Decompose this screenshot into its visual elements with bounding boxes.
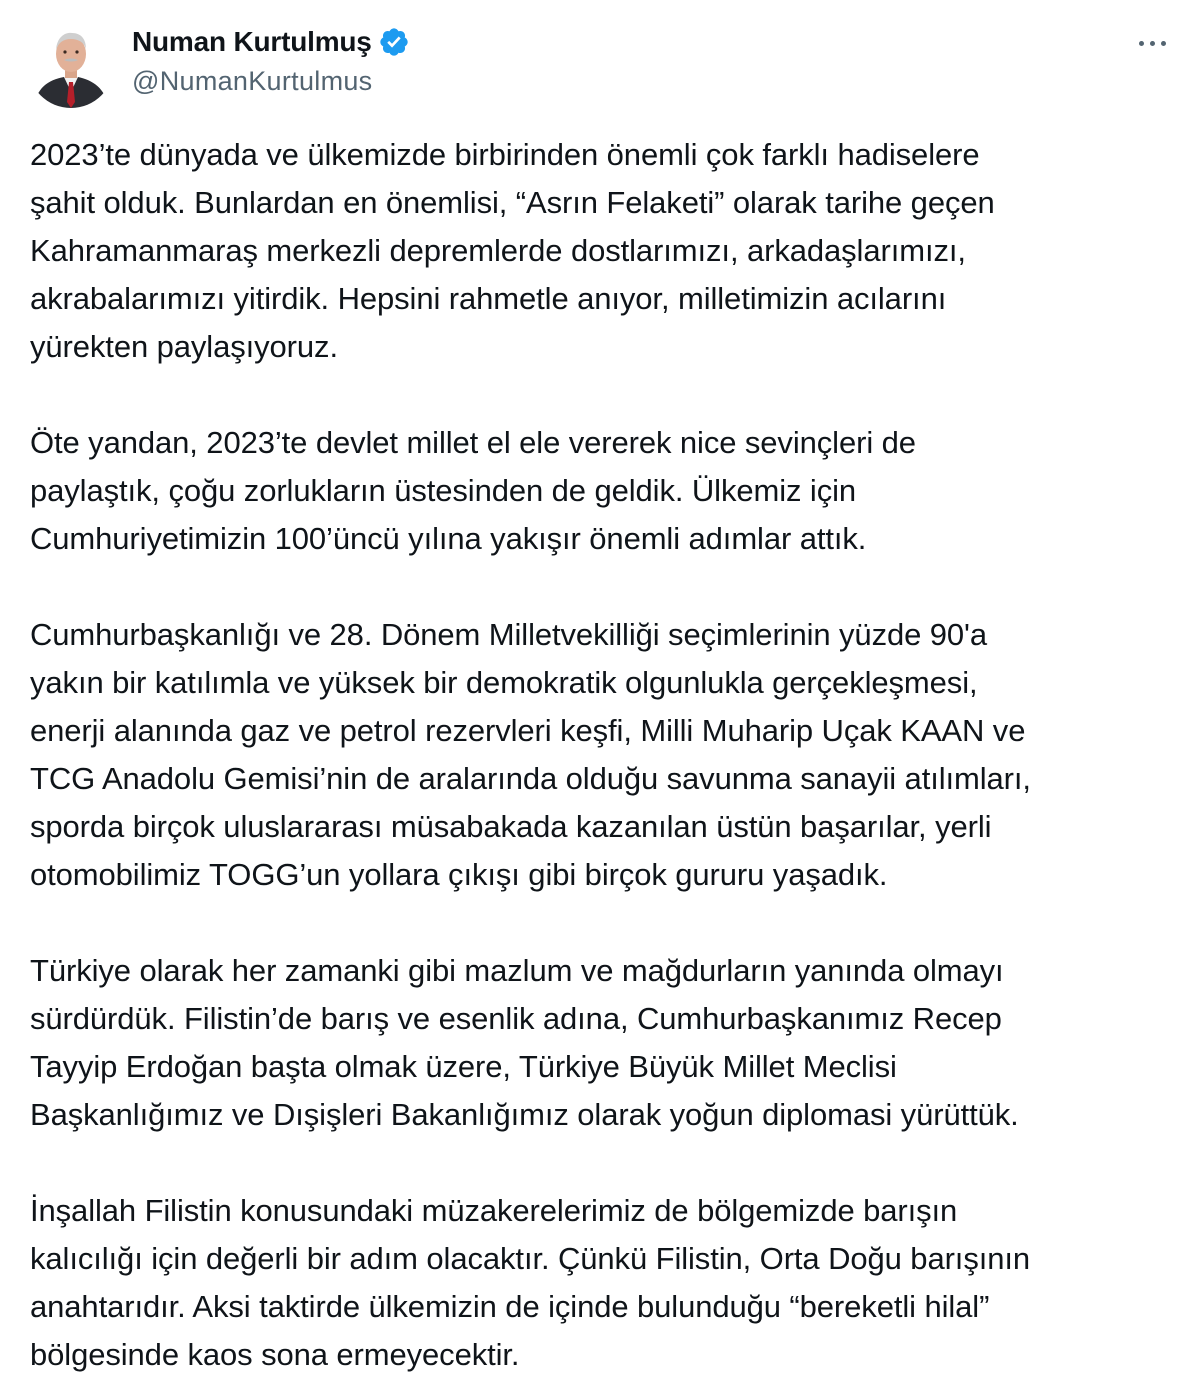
user-handle[interactable]: @NumanKurtulmus — [132, 66, 373, 96]
avatar[interactable] — [28, 22, 114, 108]
tweet-paragraph: Cumhurbaşkanlığı ve 28. Dönem Milletvekilliği seçimlerinin yüzde 90'a yakın bir katılımla ve yüksek bir demokratik olgunlukla gerçekleşmesi, enerji alanında gaz ve petrol rezervleri keşfi, Milli Muharip Uçak KAAN ve TCG Anadolu Gemisi’nin de aralarında olduğu savunma sanayii atılımları, sporda birçok uluslararası müsabakada kazanılan üstün başarılar, yerli otomobilimiz TOGG’un yollara çıkışı gibi birçok gururu yaşadık. — [30, 617, 1031, 892]
tweet-paragraph: İnşallah Filistin konusundaki müzakerelerimiz de bölgemizde barışın kalıcılığı için değerli bir adım olacaktır. Çünkü Filistin, Orta Doğu barışının anahtarıdır. Aksi taktirde ülkemizin de içinde bulunduğu “bereketli hilal” bölgesinde kaos sona ermeyecektir. — [30, 1193, 1031, 1372]
more-options-icon[interactable] — [1132, 28, 1172, 58]
tweet-paragraph: 2023’te dünyada ve ülkemizde birbirinden önemli çok farklı hadiselere şahit olduk. Bunlardan en önemlisi, “Asrın Felaketi” olarak tarihe geçen Kahramanmaraş merkezli depremlerde dostlarımızı, arkadaşlarımızı, akrabalarımızı yitirdik. Hepsini rahmetle anıyor, milletimizin acılarını yürekten paylaşıyoruz. — [30, 137, 995, 364]
tweet-text — [30, 131, 1175, 1379]
verified-badge-icon[interactable] — [378, 26, 410, 58]
display-name[interactable]: Numan Kurtulmuş — [132, 26, 372, 57]
tweet-paragraph: Türkiye olarak her zamanki gibi mazlum ve mağdurların yanında olmayı sürdürdük. Filistin’de barış ve esenlik adına, Cumhurbaşkanımız Recep Tayyip Erdoğan başta olmak üzere, Türkiye Büyük Millet Meclisi Başkanlığımız ve Dışişleri Bakanlığımız olarak yoğun diplomasi yürüttük. — [30, 953, 1019, 1132]
name-row — [132, 24, 410, 60]
author-info — [132, 24, 410, 97]
avatar-photo — [28, 22, 114, 108]
tweet-paragraph: Öte yandan, 2023’te devlet millet el ele vererek nice sevinçleri de paylaştık, çoğu zorlukların üstesinden de geldik. Ülkemiz için Cumhuriyetimizin 100’üncü yılına yakışır önemli adımlar attık. — [30, 425, 916, 556]
tweet-header — [28, 22, 1178, 112]
